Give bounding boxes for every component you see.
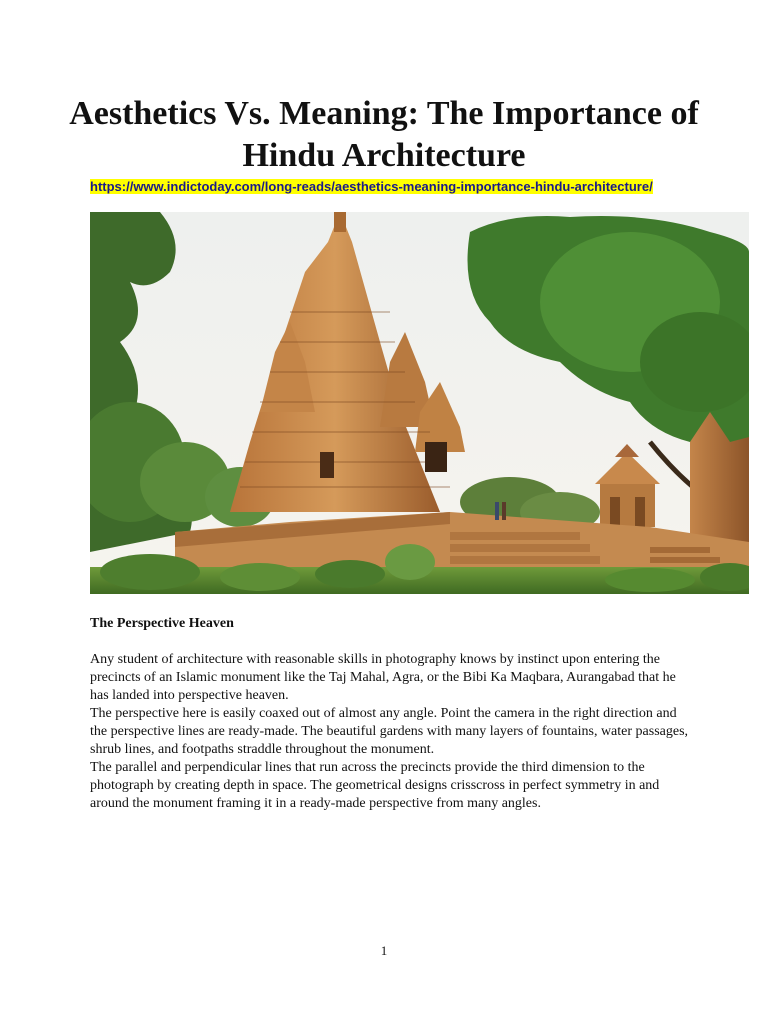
paragraph: The parallel and perpendicular lines that run across the precincts provide the third dimension to the photograph by creating depth in space. The geometrical designs crisscross in perfect symmetry in and around the monument framing it in a ready-made perspective from many angles. — [90, 760, 660, 811]
document-title: Aesthetics Vs. Meaning: The Importance of Hindu Architecture — [69, 95, 699, 174]
body-text — [90, 651, 690, 813]
source-url-text[interactable]: https://www.indictoday.com/long-reads/aesthetics-meaning-importance-hindu-architecture/ — [90, 179, 653, 194]
source-url[interactable] — [90, 178, 690, 195]
paragraph: Any student of architecture with reasonable skills in photography knows by instinct upon entering the precincts of an Islamic monument like the Taj Mahal, Agra, or the Bibi Ka Maqbara, Aurangabad that he has landed into perspective heaven. — [90, 652, 676, 703]
paragraph: The perspective here is easily coaxed out of almost any angle. Point the camera in the right direction and the perspective lines are ready-made. The beautiful gardens with many layers of fountains, water passages, shrub lines, and footpaths straddle throughout the monument. — [90, 706, 689, 757]
section-heading: The Perspective Heaven — [90, 616, 234, 631]
temple-photo — [90, 212, 749, 594]
page-number: 1 — [380, 943, 388, 958]
